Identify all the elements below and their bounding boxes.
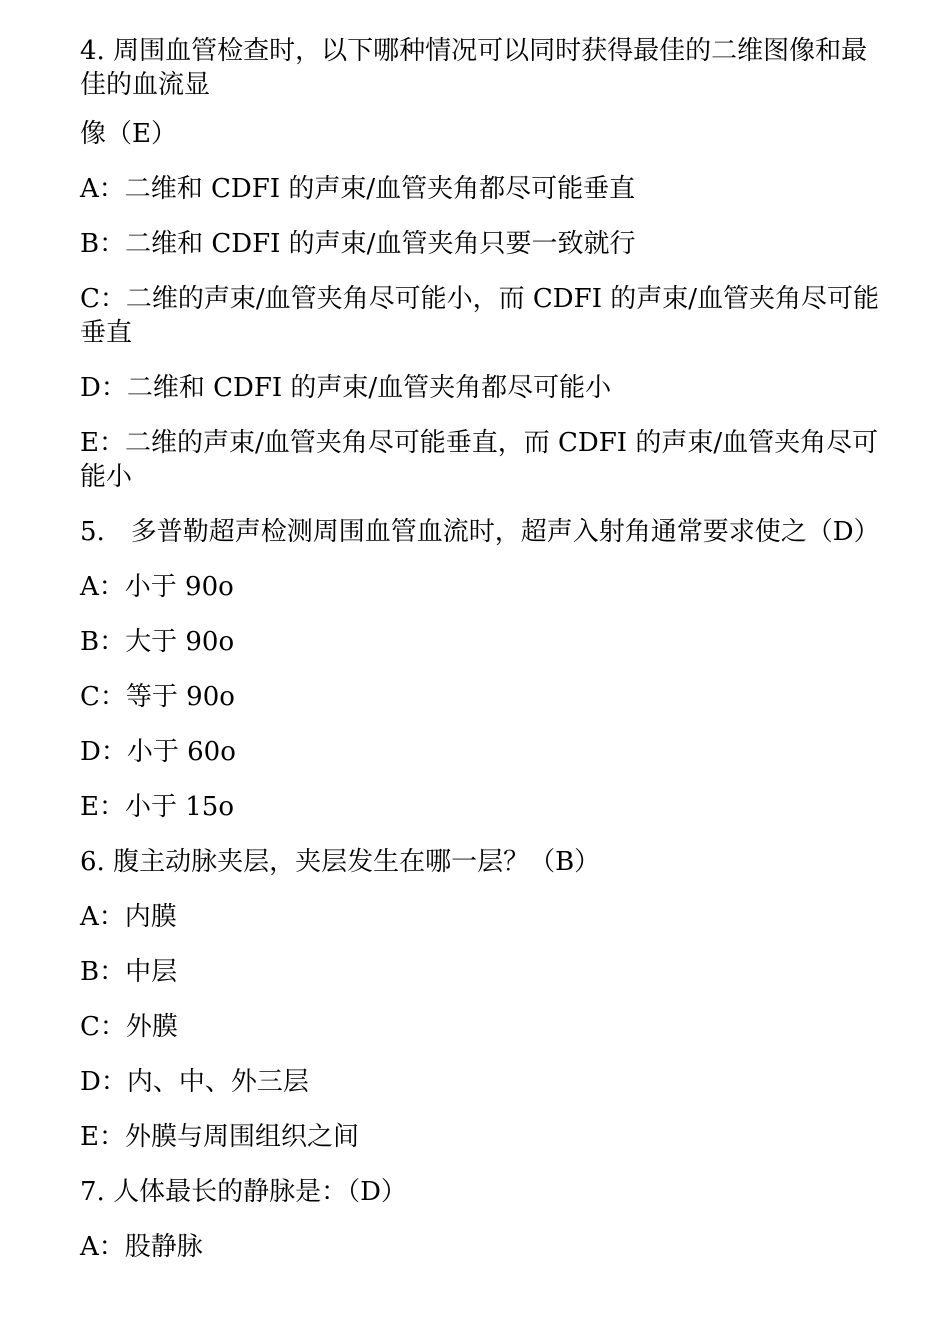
- q5-option-d: D：小于 60o: [80, 737, 236, 767]
- q5-stem: 5. 多普勒超声检测周围血管血流时，超声入射角通常要求使之（D）: [80, 517, 880, 547]
- q5-option-e: E：小于 15o: [80, 792, 234, 822]
- q6-option-a: A：内膜: [80, 902, 177, 932]
- q5-option-b: B：大于 90o: [80, 627, 235, 657]
- q4-option-b: B：二维和 CDFI 的声束/血管夹角只要一致就行: [80, 229, 636, 259]
- q4-stem: 4. 周围血管检查时，以下哪种情况可以同时获得最佳的二维图像和最佳的血流显: [80, 36, 868, 100]
- q6-option-d: D：内、中、外三层: [80, 1067, 309, 1097]
- q4-option-d: D：二维和 CDFI 的声束/血管夹角都尽可能小: [80, 373, 612, 403]
- q6-option-b: B：中层: [80, 957, 178, 987]
- q7-option-a: A：股静脉: [80, 1232, 203, 1262]
- q4-option-e: E：二维的声束/血管夹角尽可能垂直，而 CDFI 的声束/血管夹角尽可能小: [80, 428, 879, 492]
- q5-option-c: C：等于 90o: [80, 682, 235, 712]
- q6-stem: 6. 腹主动脉夹层，夹层发生在哪一层？（B）: [80, 847, 601, 877]
- q5-option-a: A：小于 90o: [80, 572, 234, 602]
- q4-option-a: A：二维和 CDFI 的声束/血管夹角都尽可能垂直: [80, 174, 636, 204]
- q4-stem-continued: 像（E）: [80, 119, 177, 149]
- q6-option-c: C：外膜: [80, 1012, 178, 1042]
- q6-option-e: E：外膜与周围组织之间: [80, 1122, 359, 1152]
- q4-option-c: C：二维的声束/血管夹角尽可能小，而 CDFI 的声束/血管夹角尽可能垂直: [80, 284, 879, 348]
- document-body: [80, 34, 880, 1285]
- q7-stem: 7. 人体最长的静脉是：（D）: [80, 1177, 407, 1207]
